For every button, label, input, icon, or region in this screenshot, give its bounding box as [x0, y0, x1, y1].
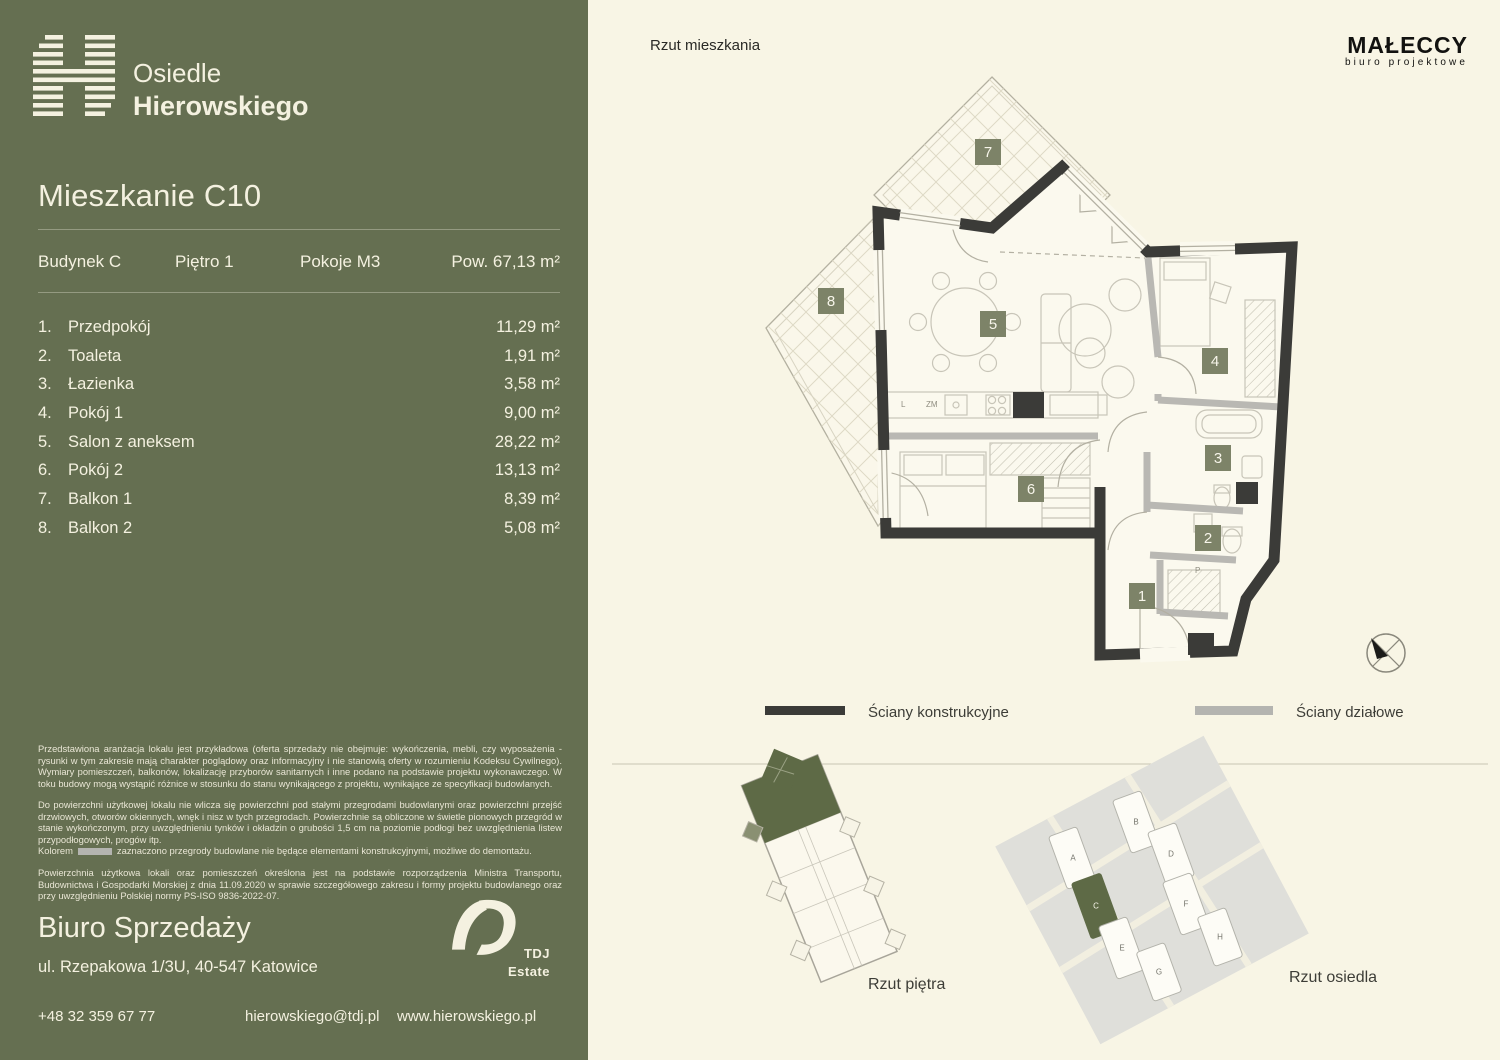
legend-structural-label: Ściany konstrukcyjne	[868, 704, 1009, 721]
room-badge-5: 5	[980, 311, 1006, 337]
email-address: hierowskiego@tdj.pl	[245, 1008, 380, 1025]
building-label-h: H	[1217, 932, 1223, 942]
meta-floor: Piętro 1	[175, 252, 234, 271]
legal-paragraph: Kolorem zaznaczono przegrody budowlane nie będące elementami konstrukcyjnymi, możliwe do demontażu.	[38, 845, 532, 856]
legend-partition-label: Ściany działowe	[1296, 704, 1404, 721]
architect-logo: MAŁECCY biuro projektowe	[1345, 32, 1468, 68]
divider	[38, 229, 560, 230]
meta-building: Budynek C	[38, 252, 122, 271]
room-badge-4: 4	[1202, 348, 1228, 374]
room-row: 1. Przedpokój 11,29 m²	[38, 318, 560, 336]
hierowskiego-h-logo-icon	[33, 35, 115, 116]
partition-color-swatch	[78, 848, 112, 855]
room-badge-6: 6	[1018, 476, 1044, 502]
sidebar	[0, 0, 588, 1060]
room-row: 7. Balkon 1 8,39 m²	[38, 490, 560, 509]
dishwasher-label: ZM	[926, 400, 938, 409]
room-row: 5. Salon z aneksem 28,22 m²	[38, 432, 560, 451]
building-label-g: G	[1155, 967, 1163, 977]
legal-paragraph: Przedstawiona aranżacja lokalu jest przykładowa (oferta sprzedaży nie obejmuje: wykończenia, mebli, czy wyposażenia - rysunki w tym zakresie mają charakter poglądowy oraz informacyjny i nie stanowią oferty w rozumieniu Kodeksu Cywilnego). Wymiary pomieszczeń, balkonów, lokalizację przyborów sanitarnych i inne podano na podstawie projektu wykonawczego. W toku budowy mogą wystąpić różnice w stosunku do stanu wynikającego z projektu, wynikające ze specyfikacji budowlanych.	[38, 743, 562, 789]
closet-label: P	[1195, 566, 1201, 575]
room-badge-2: 2	[1195, 525, 1221, 551]
room-row: 4. Pokój 1 9,00 m²	[38, 404, 560, 423]
building-label-b: B	[1133, 817, 1139, 827]
plan-title: Rzut mieszkania	[650, 37, 761, 54]
building-label-d: D	[1168, 849, 1174, 859]
room-badge-8: 8	[818, 288, 844, 314]
floor-plan-graphic	[588, 0, 1500, 1060]
website-url: www.hierowskiego.pl	[397, 1008, 537, 1025]
room-list	[38, 313, 560, 543]
building-label-f: F	[1183, 899, 1189, 909]
estate-overview-map	[995, 736, 1309, 1045]
phone-number: +48 32 359 67 77	[38, 1008, 156, 1025]
room-row: 8. Balkon 2 5,08 m²	[38, 518, 560, 537]
room-row: 3. Łazienka 3,58 m²	[38, 375, 560, 394]
building-label-a: A	[1070, 853, 1076, 863]
tdj-glyph-icon	[444, 898, 522, 960]
sales-office-title: Biuro Sprzedaży	[38, 912, 251, 944]
room-row: 6. Pokój 2 13,13 m²	[38, 461, 560, 480]
room-badge-1: 1	[1129, 583, 1155, 609]
room-row: 2. Toaleta 1,91 m²	[38, 346, 560, 365]
room-badge-3: 3	[1205, 445, 1231, 471]
floor-overview-map	[717, 729, 910, 989]
meta-rooms: Pokoje M3	[300, 252, 381, 271]
building-label-e: E	[1119, 943, 1125, 953]
building-label-c: C	[1093, 901, 1099, 911]
legal-paragraph: Powierzchnia użytkowa lokali oraz pomieszczeń określona jest na podstawie rozporządzenia Ministra Transportu, Budownictwa i Gospodarki Morskiej z dnia 11.09.2020 w sprawie szczegółowego zakresu i formy projektu budowlanego oraz przy uwzględnieniu Polskiej normy PS-ISO 9836-2022-07.	[38, 867, 562, 902]
divider	[38, 292, 560, 293]
floor-overview-caption: Rzut piętra	[868, 976, 946, 993]
tdj-estate-logo: TDJ Estate	[440, 898, 550, 993]
room-badge-7: 7	[975, 139, 1001, 165]
page-title: Mieszkanie C10	[38, 178, 262, 213]
brand-name: Osiedle Hierowskiego	[133, 58, 309, 121]
meta-area: Pow. 67,13 m²	[451, 252, 560, 271]
fridge-label: L	[901, 400, 906, 409]
legal-paragraph: Do powierzchni użytkowej lokalu nie wlicza się powierzchni pod stałymi przegrodami budowlanymi oraz powierzchni przejść drzwiowych, otworów okiennych, wnęk i nisz w tych przegrodach. Powierzchnie są obliczone w świetle pionowych przegród w stanie wykończonym, przy uwzględnieniu tynków i okładzin o grubości 1,5 cm na poziomie podłogi bez uwzględnienia listew przypodłogowych, progów itp.	[38, 799, 562, 845]
estate-overview-caption: Rzut osiedla	[1289, 969, 1378, 986]
compass-icon	[1367, 634, 1405, 672]
sales-office-address: ul. Rzepakowa 1/3U, 40-547 Katowice	[38, 958, 318, 976]
